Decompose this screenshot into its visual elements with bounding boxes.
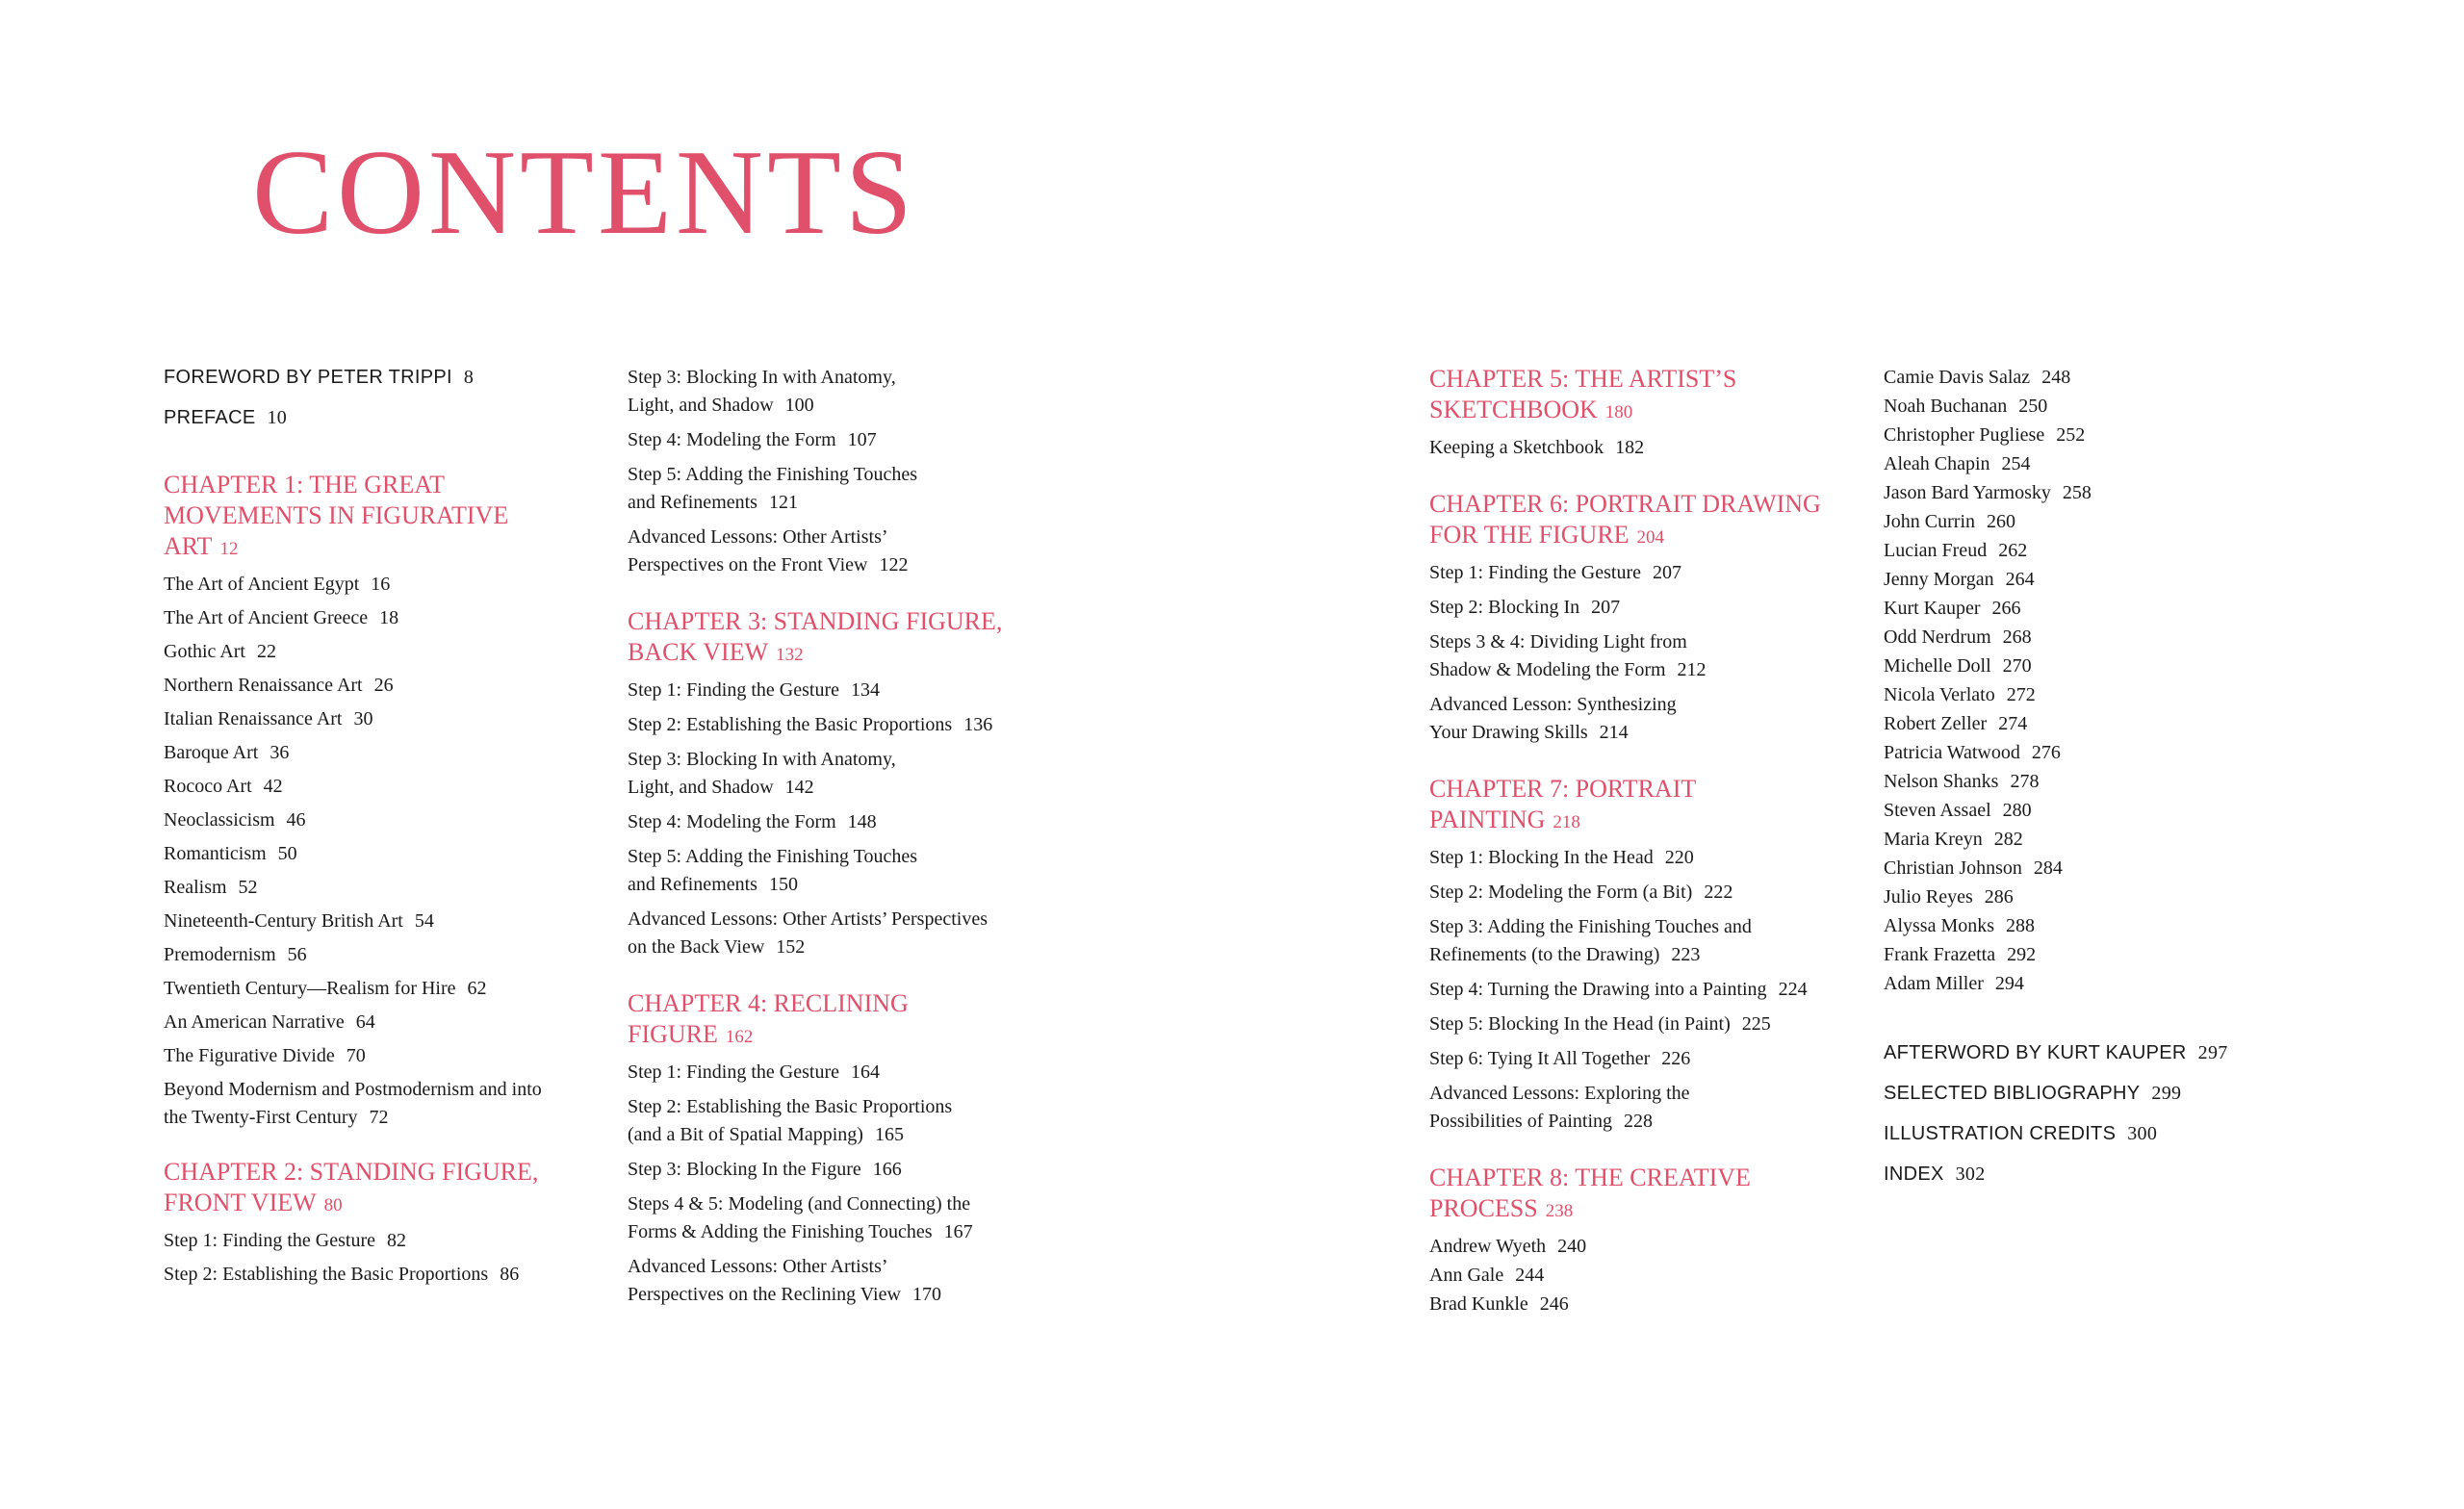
toc-entry[interactable]: Beyond Modernism and Postmodernism and into the Twenty-First Century 72 [164, 1079, 542, 1128]
chapter-2-heading[interactable]: CHAPTER 2: STANDING FIGURE, FRONT VIEW 80 [164, 1158, 539, 1216]
toc-entry[interactable]: Michelle Doll 270 [1884, 655, 2032, 677]
toc-entry[interactable]: Advanced Lessons: Other Artists’ Perspectives on the Front View 122 [628, 526, 909, 575]
toc-entry[interactable]: Baroque Art 36 [164, 742, 290, 763]
toc-entry[interactable]: Aleah Chapin 254 [1884, 453, 2031, 474]
toc-entry[interactable]: Ann Gale 244 [1429, 1265, 1545, 1286]
toc-entry[interactable]: Neoclassicism 46 [164, 809, 306, 831]
toc-entry[interactable]: Step 1: Finding the Gesture 207 [1429, 562, 1681, 583]
toc-entry[interactable]: Nicola Verlato 272 [1884, 684, 2036, 705]
toc-entry-foreword[interactable]: FOREWORD BY PETER TRIPPI 8 [164, 367, 475, 388]
chapter-5-heading[interactable]: CHAPTER 5: THE ARTIST’S SKETCHBOOK 180 [1429, 365, 1737, 423]
toc-entry[interactable]: Step 4: Modeling the Form 107 [628, 429, 877, 450]
toc-entry[interactable]: Step 3: Blocking In with Anatomy, Light, and Shadow 100 [628, 367, 896, 416]
toc-entry[interactable]: Maria Kreyn 282 [1884, 829, 2023, 850]
toc-entry-preface[interactable]: PREFACE 10 [164, 407, 288, 428]
toc-entry[interactable]: Advanced Lessons: Exploring the Possibilities of Painting 228 [1429, 1083, 1690, 1132]
toc-entry[interactable]: Robert Zeller 274 [1884, 713, 2028, 734]
toc-entry[interactable]: Twentieth Century—Realism for Hire 62 [164, 978, 487, 999]
toc-entry[interactable]: Step 1: Finding the Gesture 164 [628, 1061, 880, 1083]
toc-entry[interactable]: Steven Assael 280 [1884, 800, 2032, 821]
toc-entry[interactable]: Nelson Shanks 278 [1884, 771, 2040, 792]
toc-entry[interactable]: Advanced Lesson: Synthesizing Your Drawing Skills 214 [1429, 694, 1677, 743]
toc-entry[interactable]: Step 1: Finding the Gesture 134 [628, 679, 880, 701]
toc-entry[interactable]: Steps 4 & 5: Modeling (and Connecting) the Forms & Adding the Finishing Touches 167 [628, 1193, 973, 1242]
toc-entry[interactable]: Step 2: Modeling the Form (a Bit) 222 [1429, 882, 1733, 903]
toc-entry[interactable]: Kurt Kauper 266 [1884, 598, 2021, 619]
toc-entry-index[interactable]: INDEX 302 [1884, 1164, 1986, 1185]
toc-entry[interactable]: Odd Nerdrum 268 [1884, 627, 2032, 648]
toc-entry[interactable]: Step 6: Tying It All Together 226 [1429, 1048, 1691, 1069]
toc-entry[interactable]: Christopher Pugliese 252 [1884, 424, 2086, 446]
chapter-6-heading[interactable]: CHAPTER 6: PORTRAIT DRAWING FOR THE FIGURE 204 [1429, 490, 1821, 549]
toc-column-4 [1884, 364, 2269, 1201]
toc-entry[interactable]: Andrew Wyeth 240 [1429, 1236, 1587, 1257]
toc-entry[interactable]: Keeping a Sketchbook 182 [1429, 437, 1645, 458]
chapter-7-heading[interactable]: CHAPTER 7: PORTRAIT PAINTING 218 [1429, 775, 1697, 833]
artist-list [1884, 364, 2269, 998]
toc-entry[interactable]: Step 3: Adding the Finishing Touches and Refinements (to the Drawing) 223 [1429, 916, 1752, 965]
toc-entry[interactable]: Noah Buchanan 250 [1884, 396, 2048, 417]
toc-entry[interactable]: Step 2: Establishing the Basic Proportions 136 [628, 714, 993, 735]
toc-entry[interactable]: Step 2: Establishing the Basic Proportions (and a Bit of Spatial Mapping) 165 [628, 1096, 953, 1145]
toc-entry[interactable]: Advanced Lessons: Other Artists’ Perspectives on the Back View 152 [628, 908, 988, 958]
toc-entry[interactable]: Step 2: Blocking In 207 [1429, 597, 1621, 618]
toc-entry[interactable]: Step 3: Blocking In the Figure 166 [628, 1159, 902, 1180]
toc-entry[interactable]: Step 4: Turning the Drawing into a Painting 224 [1429, 979, 1808, 1000]
toc-entry[interactable]: Northern Renaissance Art 26 [164, 675, 394, 696]
toc-entry-afterword[interactable]: AFTERWORD BY KURT KAUPER 297 [1884, 1042, 2228, 1063]
toc-entry-bibliography[interactable]: SELECTED BIBLIOGRAPHY 299 [1884, 1083, 2182, 1104]
chapter-4-heading[interactable]: CHAPTER 4: RECLINING FIGURE 162 [628, 989, 909, 1048]
chapter-1-heading[interactable]: CHAPTER 1: THE GREAT MOVEMENTS IN FIGURATIVE ART 12 [164, 471, 509, 560]
toc-entry[interactable]: Lucian Freud 262 [1884, 540, 2028, 561]
toc-entry[interactable]: Step 2: Establishing the Basic Proportions 86 [164, 1264, 520, 1285]
chapter-3-heading[interactable]: CHAPTER 3: STANDING FIGURE, BACK VIEW 132 [628, 607, 1003, 666]
spacer [1884, 999, 2269, 1039]
toc-entry[interactable]: Step 5: Blocking In the Head (in Paint) 225 [1429, 1013, 1771, 1035]
toc-entry[interactable]: The Art of Ancient Greece 18 [164, 607, 399, 628]
toc-entry[interactable]: Christian Johnson 284 [1884, 857, 2063, 879]
toc-entry[interactable]: Nineteenth-Century British Art 54 [164, 910, 434, 932]
toc-entry[interactable]: John Currin 260 [1884, 511, 2015, 532]
toc-entry[interactable]: Alyssa Monks 288 [1884, 915, 2036, 936]
toc-entry[interactable]: Steps 3 & 4: Dividing Light from Shadow & Modeling the Form 212 [1429, 631, 1707, 680]
toc-entry[interactable]: An American Narrative 64 [164, 1011, 375, 1033]
toc-entry[interactable]: Rococo Art 42 [164, 776, 283, 797]
toc-entry[interactable]: The Figurative Divide 70 [164, 1045, 366, 1066]
toc-column-1 [164, 364, 606, 1295]
toc-entry[interactable]: Step 5: Adding the Finishing Touches and Refinements 150 [628, 846, 918, 895]
toc-entry[interactable]: Jenny Morgan 264 [1884, 569, 2035, 590]
toc-entry[interactable]: Brad Kunkle 246 [1429, 1293, 1569, 1315]
toc-entry[interactable]: Julio Reyes 286 [1884, 886, 2014, 908]
toc-entry[interactable]: Realism 52 [164, 877, 258, 898]
toc-entry[interactable]: Italian Renaissance Art 30 [164, 708, 373, 729]
toc-entry[interactable]: Step 5: Adding the Finishing Touches and Refinements 121 [628, 464, 918, 513]
toc-entry[interactable]: Step 1: Blocking In the Head 220 [1429, 847, 1694, 868]
toc-entry-illustration-credits[interactable]: ILLUSTRATION CREDITS 300 [1884, 1123, 2158, 1144]
toc-column-2 [628, 364, 1051, 1316]
toc-entry[interactable]: Gothic Art 22 [164, 641, 276, 662]
toc-entry[interactable]: Step 3: Blocking In with Anatomy, Light, and Shadow 142 [628, 749, 896, 798]
toc-entry[interactable]: Patricia Watwood 276 [1884, 742, 2061, 763]
chapter-8-heading[interactable]: CHAPTER 8: THE CREATIVE PROCESS 238 [1429, 1164, 1751, 1222]
toc-entry[interactable]: Step 1: Finding the Gesture 82 [164, 1230, 406, 1251]
toc-entry[interactable]: Premodernism 56 [164, 944, 307, 965]
toc-entry[interactable]: Frank Frazetta 292 [1884, 944, 2037, 965]
toc-column-3 [1429, 364, 1862, 1325]
toc-entry[interactable]: Step 4: Modeling the Form 148 [628, 811, 877, 832]
toc-entry[interactable]: Advanced Lessons: Other Artists’ Perspectives on the Reclining View 170 [628, 1256, 941, 1305]
toc-entry[interactable]: Camie Davis Salaz 248 [1884, 367, 2071, 388]
toc-entry[interactable]: Jason Bard Yarmosky 258 [1884, 482, 2092, 503]
toc-entry[interactable]: Romanticism 50 [164, 843, 297, 864]
toc-entry[interactable]: Adam Miller 294 [1884, 973, 2024, 994]
toc-entry[interactable]: The Art of Ancient Egypt 16 [164, 574, 391, 595]
page-title: CONTENTS [252, 126, 916, 260]
